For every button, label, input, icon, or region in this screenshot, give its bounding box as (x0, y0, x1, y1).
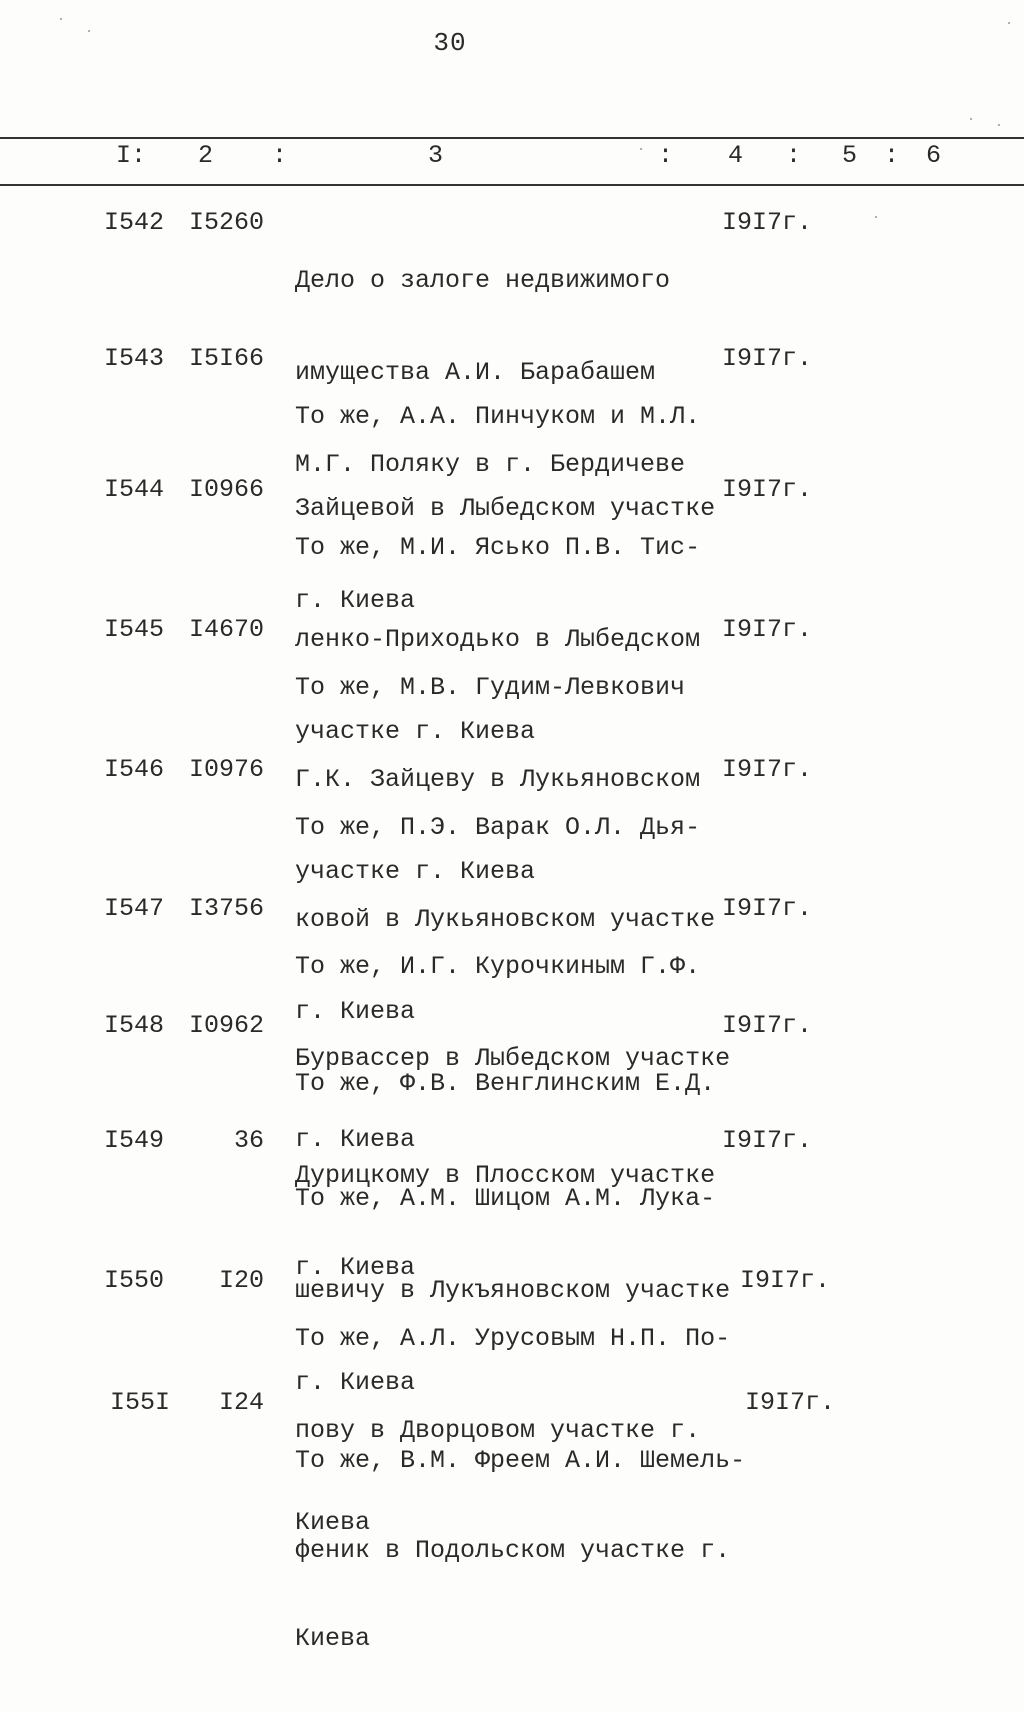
description-line: То же, А.М. Шицом А.М. Лука- (295, 1184, 716, 1213)
description-line: г. Киева (295, 997, 416, 1026)
entry-year: I9I7г. (722, 208, 813, 237)
column-header-2: 2 (198, 141, 214, 170)
column-separator: : (658, 141, 674, 170)
column-header-6: 6 (926, 141, 942, 170)
description-line: имущества А.И. Барабашем (295, 358, 656, 387)
scan-speck (88, 30, 90, 32)
file-number: I20 (218, 1266, 264, 1295)
description-line: То же, М.И. Ясько П.В. Тис- (295, 533, 701, 562)
entry-year: I9I7г. (740, 1266, 831, 1295)
entry-number: I543 (104, 344, 165, 373)
entry-number: I548 (104, 1011, 165, 1040)
file-number: I0976 (188, 755, 264, 784)
entry-description (295, 1386, 746, 1712)
description-line: ленко-Приходько в Лыбедском (295, 625, 701, 654)
column-separator: : (272, 141, 288, 170)
file-number: I24 (218, 1388, 264, 1417)
description-line: Бурвассер в Лыбедском участке (295, 1044, 731, 1073)
description-line: г. Киева (295, 1125, 416, 1154)
description-line: шевичу в Лукъяновском участке (295, 1276, 731, 1305)
table-top-rule (0, 137, 1024, 139)
file-number: I0966 (188, 475, 264, 504)
column-header-row (0, 141, 1024, 181)
file-number: I5260 (188, 208, 264, 237)
scan-speck (875, 216, 877, 218)
description-line: феник в Подольском участке г. (295, 1536, 731, 1565)
description-line: Киева (295, 1624, 371, 1653)
description-line: участке г. Киева (295, 857, 536, 886)
entry-number: I550 (104, 1266, 165, 1295)
entry-number: I55I (110, 1388, 171, 1417)
description-line: участке г. Киева (295, 717, 536, 746)
file-number: I0962 (188, 1011, 264, 1040)
table-header-rule (0, 184, 1024, 186)
column-header-3: 3 (428, 141, 444, 170)
file-number: I4670 (188, 615, 264, 644)
entry-year: I9I7г. (722, 1011, 813, 1040)
description-line: То же, П.Э. Варак О.Л. Дья- (295, 813, 701, 842)
entry-year: I9I7г. (722, 755, 813, 784)
entry-year: I9I7г. (722, 615, 813, 644)
entry-number: I542 (104, 208, 165, 237)
description-line: То же, И.Г. Курочкиным Г.Ф. (295, 952, 701, 981)
column-separator: : (786, 141, 802, 170)
column-header-4: 4 (728, 141, 744, 170)
scan-speck (1008, 22, 1010, 24)
entry-number: I547 (104, 894, 165, 923)
description-line: Дурицкому в Плосском участке (295, 1161, 716, 1190)
description-line: М.Г. Поляку в г. Бердичеве (295, 450, 686, 479)
description-line: Киева (295, 1508, 371, 1537)
column-header-1: I: (116, 141, 147, 170)
column-header-5: 5 (842, 141, 858, 170)
entry-year: I9I7г. (745, 1388, 836, 1417)
description-line: Зайцевой в Лыбедском участке (295, 494, 716, 523)
description-line: Г.К. Зайцеву в Лукьяновском (295, 765, 701, 794)
description-line: пову в Дворцовом участке г. (295, 1416, 701, 1445)
description-line: ковой в Лукьяновском участке (295, 905, 716, 934)
entry-year: I9I7г. (722, 344, 813, 373)
description-line: То же, А.А. Пинчуком и М.Л. (295, 402, 701, 431)
scan-speck (970, 118, 972, 120)
entry-year: I9I7г. (722, 1126, 813, 1155)
file-number: 36 (233, 1126, 264, 1155)
file-number: I5I66 (188, 344, 264, 373)
entry-number: I549 (104, 1126, 165, 1155)
description-line: Дело о залоге недвижимого (295, 266, 671, 295)
description-line: г. Киева (295, 1253, 416, 1282)
description-line: То же, М.В. Гудим-Левкович (295, 673, 686, 702)
scan-speck (998, 124, 1000, 126)
description-line: То же, В.М. Фреем А.И. Шемель- (295, 1446, 746, 1475)
entry-number: I546 (104, 755, 165, 784)
entry-year: I9I7г. (722, 894, 813, 923)
description-line: г. Киева (295, 586, 416, 615)
page-number: 30 (433, 28, 467, 58)
scan-speck (60, 18, 62, 20)
description-line: То же, А.Л. Урусовым Н.П. По- (295, 1324, 731, 1353)
entry-year: I9I7г. (722, 475, 813, 504)
description-line: г. Киева (295, 1368, 416, 1397)
file-number: I3756 (188, 894, 264, 923)
column-separator: : (884, 141, 900, 170)
entry-number: I545 (104, 615, 165, 644)
description-line: То же, Ф.В. Венглинским Е.Д. (295, 1069, 716, 1098)
entry-number: I544 (104, 475, 165, 504)
scan-speck (640, 148, 642, 150)
